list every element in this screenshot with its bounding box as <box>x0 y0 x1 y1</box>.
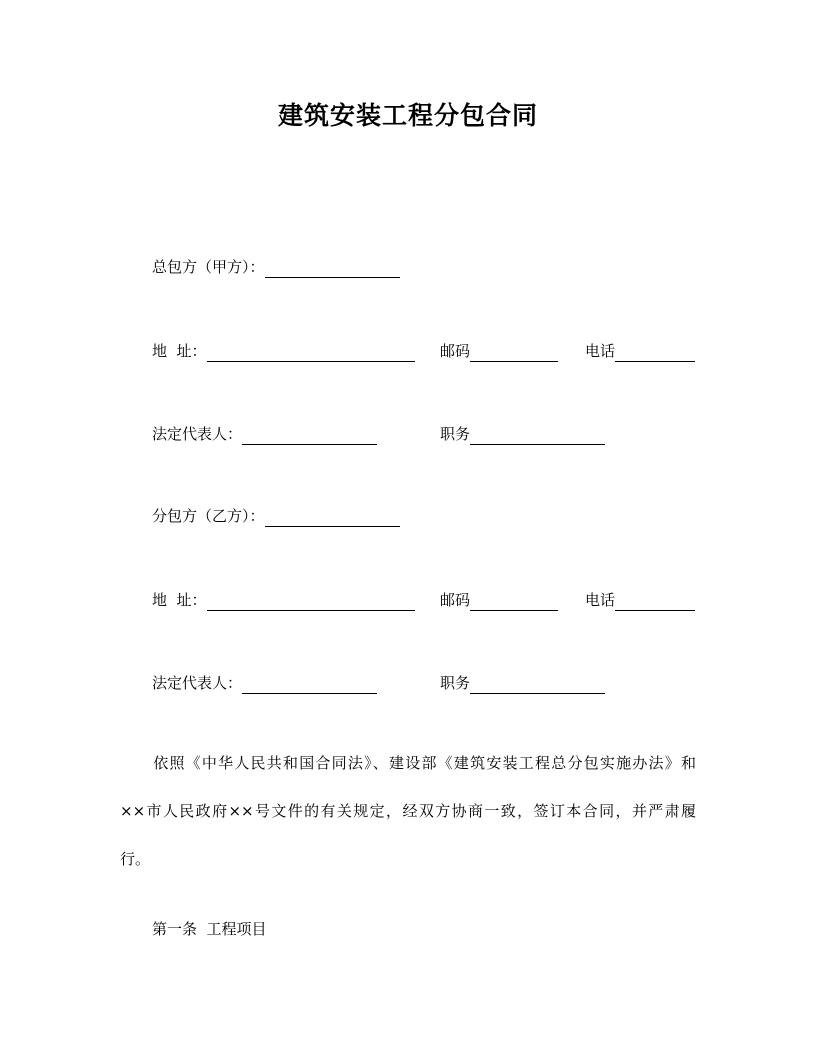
party-a-label: 总包方（甲方）： <box>152 258 265 276</box>
party-a-position-label: 职务 <box>440 425 471 443</box>
party-b-address-label: 地 址： <box>152 591 207 609</box>
party-b-name-blank <box>265 508 400 527</box>
party-b-rep-blank <box>242 675 377 694</box>
preamble-line-3: 行。 <box>120 850 151 868</box>
party-b-address-blank <box>207 592 415 611</box>
party-a-position-blank <box>470 426 605 445</box>
party-a-address-blank <box>207 343 415 362</box>
party-b-label: 分包方（乙方）： <box>152 507 265 525</box>
party-a-rep-blank <box>242 426 377 445</box>
party-b-phone-blank <box>615 592 695 611</box>
page-title: 建筑安装工程分包合同 <box>277 101 538 130</box>
party-a-rep-row <box>152 423 712 445</box>
party-a-phone-label: 电话 <box>585 342 616 360</box>
party-a-postcode-label: 邮码 <box>440 342 471 360</box>
party-b-position-label: 职务 <box>440 674 471 692</box>
party-b-rep-label: 法定代表人： <box>152 674 243 692</box>
party-a-address-row <box>152 340 712 362</box>
party-b-phone-label: 电话 <box>585 591 616 609</box>
party-a-name-blank <box>265 259 400 278</box>
party-b-address-row <box>152 589 712 611</box>
party-a-rep-label: 法定代表人： <box>152 425 243 443</box>
preamble-paragraph <box>120 739 696 883</box>
preamble-line-2: ××市人民政府××号文件的有关规定，经双方协商一致，签订本合同，并严肃履 <box>120 802 696 820</box>
preamble-line-1: 依照《中华人民共和国合同法》、建设部《建筑安装工程总分包实施办法》和 <box>152 754 696 772</box>
article-1-heading: 第一条 工程项目 <box>152 920 267 938</box>
party-b-rep-row <box>152 672 712 694</box>
party-a-phone-blank <box>615 343 695 362</box>
party-a-address-label: 地 址： <box>152 342 207 360</box>
party-b-postcode-label: 邮码 <box>440 591 471 609</box>
party-a-postcode-blank <box>470 343 558 362</box>
party-b-row <box>152 505 400 527</box>
party-b-postcode-blank <box>470 592 558 611</box>
party-b-position-blank <box>470 675 605 694</box>
party-a-row <box>152 256 400 278</box>
